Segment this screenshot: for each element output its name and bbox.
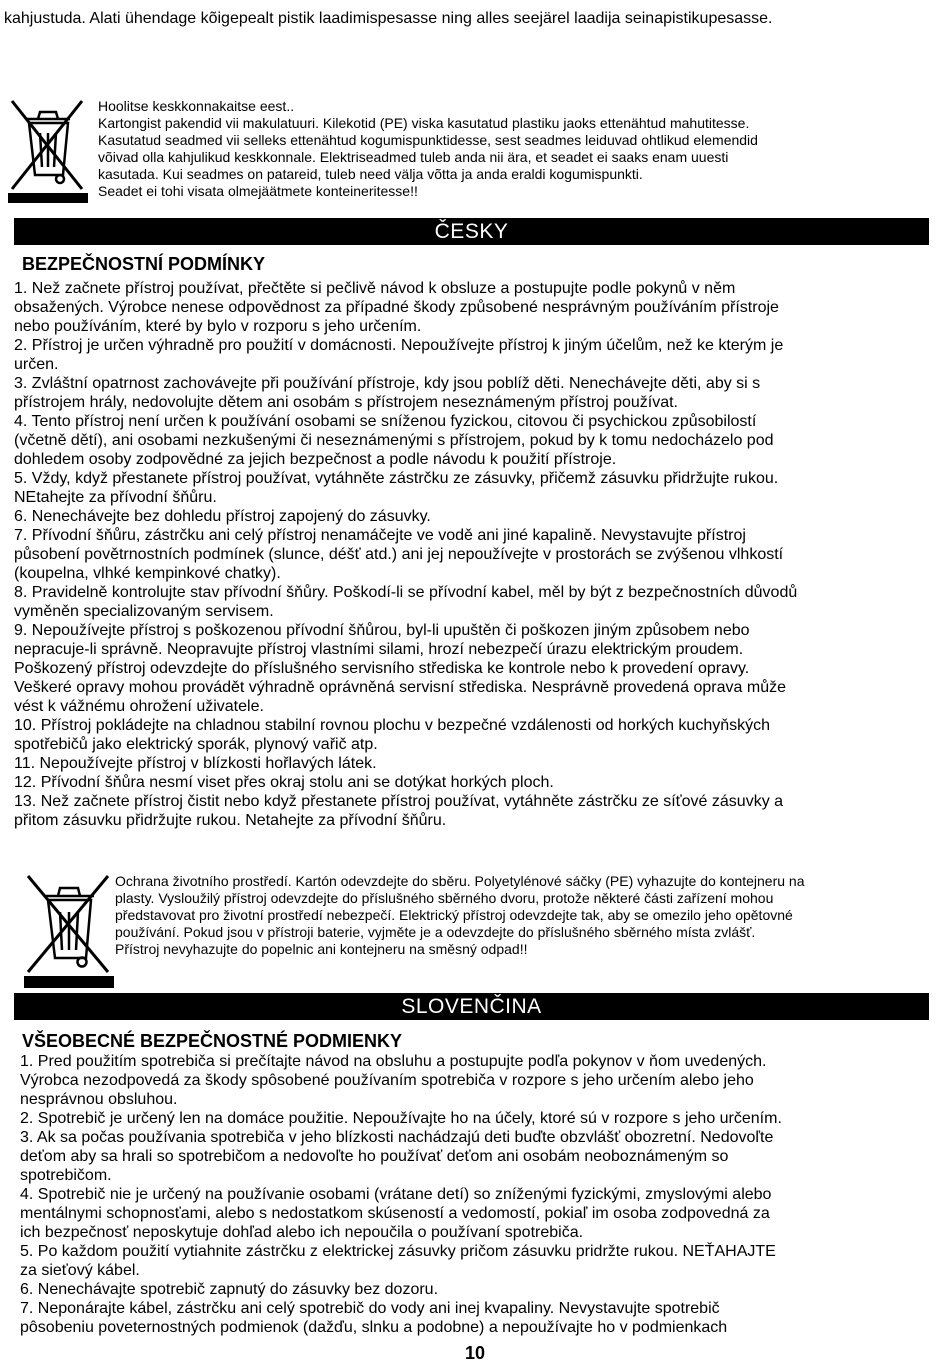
text-line: působení povětrnostních podmínek (slunce, déšť atd.) ani jej nepoužívejte v prostorách se zvýšenou vlhkostí xyxy=(14,546,784,563)
text-line: 13. Než začnete přístroj čistit nebo když přestanete přístroj používat, vytáhněte zástrčku ze síťové zásuvky a xyxy=(14,793,784,810)
env-line: používání. Pokud jsou v přístroji baterie, vyjměte je a odevzdejte do příslušného sběrného místa zvlášť. xyxy=(115,924,756,940)
text-line: 5. Po každom použití vytiahnite zástrčku z elektrickej zásuvky pričom zásuvku pridržte rukou. NEŤAHAJTE xyxy=(20,1243,776,1260)
text-line: nesprávnou obsluhou. xyxy=(20,1091,178,1108)
top-continuation-text: kahjustuda. Alati ühendage kõigepealt pistik laadimispesasse ning alles seejärel laadija seinapistikupesasse. xyxy=(4,10,773,27)
text-line: 2. Spotrebič je určený len na domáce použitie. Nepoužívajte ho na účely, ktoré sú v rozpore s jeho určením. xyxy=(20,1110,782,1127)
text-line: za sieťový kábel. xyxy=(20,1262,140,1279)
section-band-slovak: SLOVENČINA xyxy=(14,993,929,1020)
text-line: vyměněn specializovaným servisem. xyxy=(14,603,274,620)
text-line: 4. Spotrebič nie je určený na používanie osobami (vrátane detí) so zníženými fyzickými, zmyslovými alebo xyxy=(20,1186,772,1203)
text-line: 8. Pravidelně kontrolujte stav přívodní šňůry. Poškodí-li se přívodní kabel, měl by být z bezpečnostních důvodů xyxy=(14,584,798,601)
text-line: pôsobeniu poveternostných podmienok (dažďu, slnku a podobne) a nepoužívajte ho v podmienkach xyxy=(20,1319,728,1336)
env-line: Kasutatud seadmed vii selleks ettenähtud kogumispunktidesse, sest seadmes leiduvad ohtlikud elemendid xyxy=(98,132,758,148)
env-line: představovat pro životní prostředí nebezpečí. Elektrický přístroj odevzdejte tak, aby se omezilo jeho opětovné xyxy=(115,907,793,923)
text-line: ich bezpečnosť neposkytuje dohľad alebo ich nepoučila o používaní spotrebiča. xyxy=(20,1224,584,1241)
czech-environment-notice xyxy=(115,873,935,958)
text-line: 7. Neponárajte kábel, zástrčku ani celý spotrebič do vody ani inej kvapaliny. Nevystavujte spotrebič xyxy=(20,1300,720,1317)
text-line: určen. xyxy=(14,356,59,373)
text-line: deťom aby sa hrali so spotrebičom a nedovoľte ho používať deťom ani osobám neoboznámeným so xyxy=(20,1148,729,1165)
text-line: 3. Zvláštní opatrnost zachovávejte při používání přístroje, kdy jsou poblíž děti. Nenechávejte děti, aby si s xyxy=(14,375,761,392)
text-line: spotřebičů jako elektrický sporák, plynový vařič atp. xyxy=(14,736,378,753)
czech-safety-text xyxy=(14,279,944,830)
env-line: Přístroj nevyhazujte do popelnic ani kontejneru na směsný odpad!! xyxy=(115,941,528,957)
text-line: 6. Nenechávajte spotrebič zapnutý do zásuvky bez dozoru. xyxy=(20,1281,439,1298)
text-line: vést k vážnému ohrožení uživatele. xyxy=(14,698,264,715)
text-line: NEtahejte za přívodní šňůru. xyxy=(14,489,217,506)
text-line: Poškozený přístroj odevzdejte do příslušného servisního střediska ke kontrole nebo k provedení opravy. xyxy=(14,660,750,677)
text-line: Veškeré opravy mohou provádět výhradně oprávněná servisní střediska. Nesprávně provedená oprava může xyxy=(14,679,786,696)
text-line: 3. Ak sa počas používania spotrebiča v jeho blízkosti nachádzajú deti buďte obzvlášť obozretní. Nedovoľte xyxy=(20,1129,774,1146)
text-line: přístrojem hrály, nedovolujte dětem ani osobám s přístrojem neseznámeným přístroj používat. xyxy=(14,394,678,411)
czech-safety-heading: BEZPEČNOSTNÍ PODMÍNKY xyxy=(22,254,266,274)
env-line: plasty. Vysloužilý přístroj odevzdejte do příslušného sběrného dvoru, protože některé části zařízení mohou xyxy=(115,890,774,906)
text-line: nepracuje-li správně. Neopravujte přístroj vlastními silami, hrozí nebezpečí úrazu elektrickým proudem. xyxy=(14,641,744,658)
text-line: 9. Nepoužívejte přístroj s poškozenou přívodní šňůrou, byl-li upuštěn či poškozen jiným způsobem nebo xyxy=(14,622,750,639)
env-line: Seadet ei tohi visata olmejäätmete konteineritesse!! xyxy=(98,183,418,199)
env-line: Hoolitse keskkonnakaitse eest.. xyxy=(98,98,295,114)
text-line: přitom zásuvku přidržujte rukou. Netahejte za přívodní šňůru. xyxy=(14,812,447,829)
text-line: Výrobca nezodpovedá za škody spôsobené používaním spotrebiča v rozpore s jeho určením alebo jeho xyxy=(20,1072,754,1089)
crossed-out-wheelie-bin-icon xyxy=(24,872,114,988)
text-line: 1. Než začnete přístroj používat, přečtěte si pečlivě návod k obsluze a postupujte podle pokynů v něm xyxy=(14,280,736,297)
page-number: 10 xyxy=(464,1343,486,1363)
text-line: (včetně dětí), ani osobami nezkušenými či neseznámenými s přístrojem, pokud by k tomu nedocházelo pod xyxy=(14,432,774,449)
text-line: obsažených. Výrobce nenese odpovědnost za případné škody způsobené nesprávným používáním přístroje xyxy=(14,299,779,316)
text-line: 4. Tento přístroj není určen k používání osobami se sníženou fyzickou, citovou či psychickou způsobilostí xyxy=(14,413,757,430)
text-line: (koupelna, vlhké kempinkové chatky). xyxy=(14,565,281,582)
section-band-czech: ČESKY xyxy=(14,218,929,245)
text-line: 2. Přístroj je určen výhradně pro použití v domácnosti. Nepoužívejte přístroj k jiným účelům, než ke kterým je xyxy=(14,337,784,354)
slovak-safety-heading: VŠEOBECNÉ BEZPEČNOSTNÉ PODMIENKY xyxy=(22,1031,403,1051)
text-line: nebo používáním, které by bylo v rozporu s jeho určením. xyxy=(14,318,422,335)
env-line: Ochrana životního prostředí. Kartón odevzdejte do sběru. Polyetylénové sáčky (PE) vyhazujte do kontejneru na xyxy=(115,873,805,889)
text-line: 12. Přívodní šňůra nesmí viset přes okraj stolu ani se dotýkat horkých ploch. xyxy=(14,774,554,791)
text-line: dohledem osoby zodpovědné za jejich bezpečnost a podle návodu k použití přístroje. xyxy=(14,451,617,468)
text-line: 5. Vždy, když přestanete přístroj používat, vytáhněte zástrčku ze zásuvky, přičemž zásuvku přidržujte rukou. xyxy=(14,470,779,487)
text-line: 11. Nepoužívejte přístroj v blízkosti hořlavých látek. xyxy=(14,755,377,772)
text-line: 6. Nenechávejte bez dohledu přístroj zapojený do zásuvky. xyxy=(14,508,431,525)
text-line: 10. Přístroj pokládejte na chladnou stabilní rovnou plochu v bezpečné vzdálenosti od horkých kuchyňských xyxy=(14,717,771,734)
text-line: 7. Přívodní šňůru, zástrčku ani celý přístroj nenamáčejte ve vodě ani jiné kapalině. Nevystavujte přístroj xyxy=(14,527,746,544)
estonian-environment-notice xyxy=(98,98,928,200)
crossed-out-wheelie-bin-icon xyxy=(8,97,88,203)
slovak-safety-text xyxy=(20,1052,945,1337)
text-line: spotrebičom. xyxy=(20,1167,112,1184)
env-line: võivad olla kahjulikud keskkonnale. Elektriseadmed tuleb anda nii ära, et seadet ei saaks enam uuesti xyxy=(98,149,729,165)
env-line: kasutada. Kui seadmes on patareid, tuleb need välja võtta ja anda eraldi kogumispunkti. xyxy=(98,166,643,182)
text-line: mentálnymi schopnosťami, alebo s nedostatkom skúseností a vedomostí, pokiaľ im osoba zodpovedná za xyxy=(20,1205,770,1222)
env-line: Kartongist pakendid vii makulatuuri. Kilekotid (PE) viska kasutatud plastiku jaoks ettenähtud mahutitesse. xyxy=(98,115,750,131)
text-line: 1. Pred použitím spotrebiča si prečítajte návod na obsluhu a postupujte podľa pokynov v ňom uvedených. xyxy=(20,1053,767,1070)
